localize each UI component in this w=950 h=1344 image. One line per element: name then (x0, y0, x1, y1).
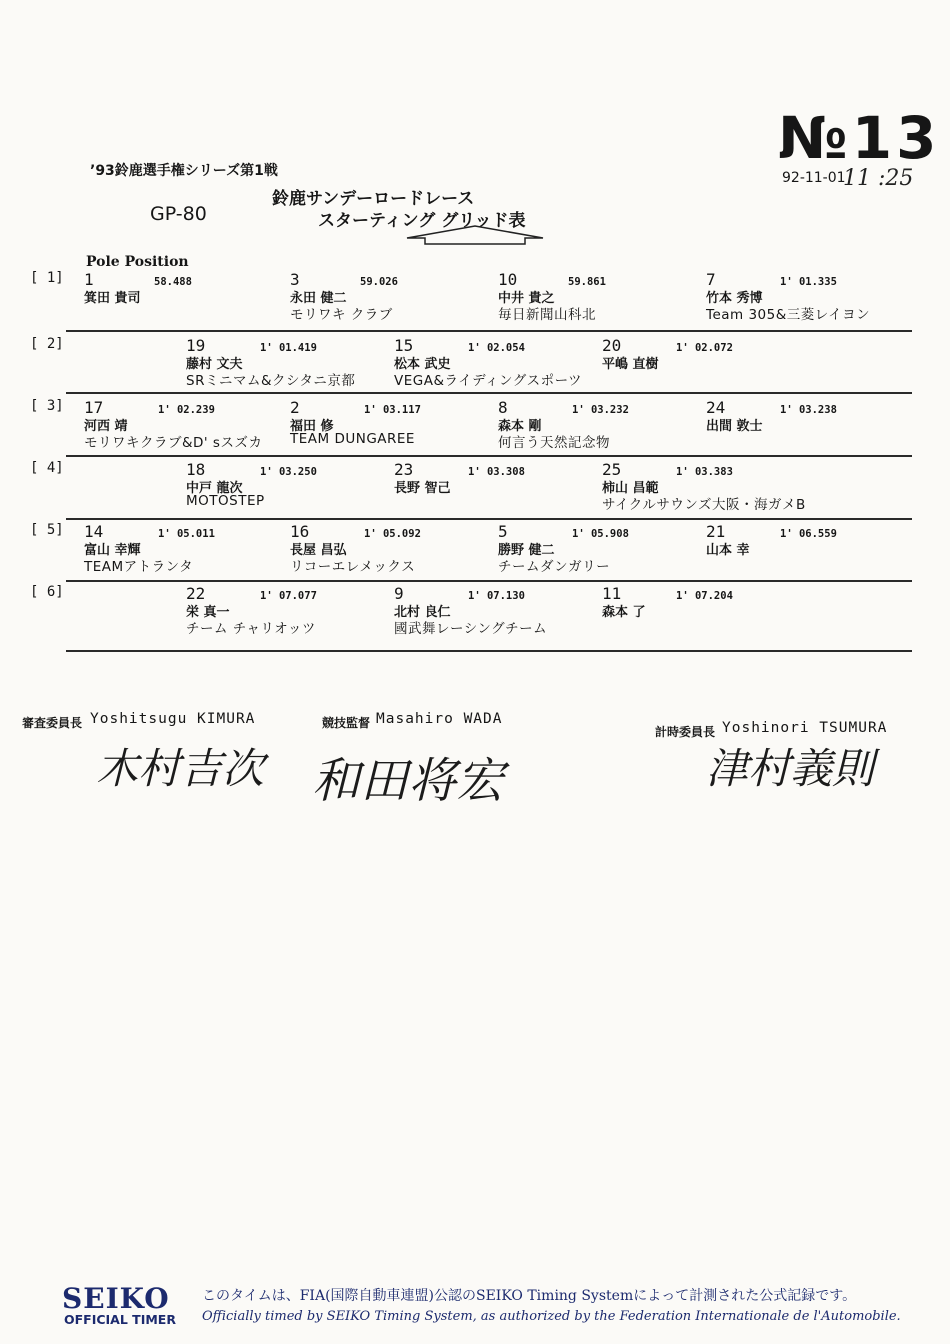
grid-entry (498, 522, 708, 584)
qualifying-time: 1' 03.308 (468, 466, 525, 478)
driver-name: 柿山 昌範 (602, 481, 659, 496)
team-name: モリワキクラブ&D' sスズカ (84, 435, 263, 451)
pole-position-label: Pole Position (86, 254, 189, 270)
driver-name: 松本 武史 (394, 357, 451, 372)
qualifying-time: 59.861 (568, 276, 606, 288)
qualifying-time: 1' 06.559 (780, 528, 837, 540)
car-number: 15 (394, 336, 414, 355)
document-number: №13 (778, 104, 941, 172)
qualifying-time: 1' 02.072 (676, 342, 733, 354)
qualifying-time: 1' 03.250 (260, 466, 317, 478)
car-number: 19 (186, 336, 206, 355)
car-number: 8 (498, 398, 508, 417)
qualifying-time: 59.026 (360, 276, 398, 288)
team-name: 毎日新聞山科北 (498, 307, 596, 323)
qualifying-time: 1' 01.419 (260, 342, 317, 354)
driver-name: 福田 修 (290, 419, 334, 434)
grid-entry (290, 398, 500, 460)
car-number: 14 (84, 522, 104, 541)
qualifying-time: 1' 05.908 (572, 528, 629, 540)
grid-row-label: [ 1] (30, 270, 64, 286)
qualifying-time: 1' 03.232 (572, 404, 629, 416)
driver-name: 北村 良仁 (394, 605, 451, 620)
team-name: SRミニマム&クシタニ京都 (186, 373, 356, 389)
grid-entry (706, 270, 916, 332)
grid-row-label: [ 4] (30, 460, 64, 476)
qualifying-time: 1' 02.054 (468, 342, 525, 354)
grid-entry (186, 460, 396, 522)
event-title: 鈴鹿サンデーロードレース (272, 189, 475, 209)
driver-name: 平嶋 直樹 (602, 357, 659, 372)
driver-name: 中井 貴之 (498, 291, 555, 306)
title-arrow-icon (405, 224, 545, 248)
grid-entry (394, 584, 604, 646)
seiko-logo: SEIKO (62, 1282, 170, 1315)
qualifying-time: 1' 03.383 (676, 466, 733, 478)
grid-entry (706, 398, 916, 460)
car-number: 16 (290, 522, 310, 541)
footer-note-english: Officially timed by SEIKO Timing System, as authorized by the Federation Internationale de l'Automobile. (202, 1309, 901, 1324)
grid-row-label: [ 2] (30, 336, 64, 352)
qualifying-time: 1' 07.130 (468, 590, 525, 602)
official-signature: 和田将宏 (312, 753, 505, 809)
grid-row-label: [ 6] (30, 584, 64, 600)
car-number: 22 (186, 584, 206, 603)
qualifying-time: 1' 03.117 (364, 404, 421, 416)
grid-entry (84, 398, 294, 460)
official-title: 計時委員長 (655, 725, 716, 739)
team-name: VEGA&ライディングスポーツ (394, 373, 583, 389)
grid-title: スターティング グリッド表 (318, 211, 526, 231)
series-title: ’93鈴鹿選手権シリーズ第1戦 (90, 163, 278, 179)
qualifying-time: 1' 05.011 (158, 528, 215, 540)
team-name: MOTOSTEP (186, 493, 265, 509)
team-name: 國武舞レーシングチーム (394, 621, 548, 637)
car-number: 20 (602, 336, 622, 355)
car-number: 1 (84, 270, 94, 289)
driver-name: 長屋 昌弘 (290, 543, 347, 558)
grid-entry (602, 460, 812, 522)
grid-entry (84, 522, 294, 584)
qualifying-time: 1' 03.238 (780, 404, 837, 416)
footer-note-japanese: このタイムは、FIA(国際自動車連盟)公認のSEIKO Timing Systemによって計測された公式記録です。 (202, 1288, 857, 1304)
grid-entry (498, 270, 708, 332)
official-signature: 津村義則 (706, 744, 875, 793)
car-number: 5 (498, 522, 508, 541)
car-number: 24 (706, 398, 726, 417)
driver-name: 山本 幸 (706, 543, 750, 558)
official-name: Masahiro WADA (376, 711, 503, 727)
official-name: Yoshitsugu KIMURA (90, 711, 256, 727)
grid-entry (706, 522, 916, 584)
grid-entry (186, 336, 396, 398)
handwritten-time: 11 :25 (843, 166, 914, 191)
team-name: チーム チャリオッツ (186, 621, 316, 637)
car-number: 21 (706, 522, 726, 541)
grid-entry (602, 336, 812, 398)
grid-row-label: [ 3] (30, 398, 64, 414)
qualifying-time: 1' 07.077 (260, 590, 317, 602)
grid-entry (186, 584, 396, 646)
driver-name: 勝野 健二 (498, 543, 555, 558)
driver-name: 中戸 龍次 (186, 481, 243, 496)
driver-name: 森本 了 (602, 605, 646, 620)
race-class: GP-80 (150, 203, 207, 225)
grid-entry (290, 522, 500, 584)
driver-name: 栄 真一 (186, 605, 230, 620)
grid-entry (84, 270, 294, 332)
driver-name: 河西 靖 (84, 419, 128, 434)
row-divider (66, 650, 912, 652)
car-number: 18 (186, 460, 206, 479)
qualifying-time: 1' 07.204 (676, 590, 733, 602)
team-name: 何言う天然記念物 (498, 435, 610, 451)
document-date: 92-11-01 (782, 170, 846, 186)
car-number: 23 (394, 460, 414, 479)
car-number: 3 (290, 270, 300, 289)
team-name: サイクルサウンズ大阪・海ガメB (602, 497, 806, 513)
car-number: 25 (602, 460, 622, 479)
car-number: 2 (290, 398, 300, 417)
driver-name: 森本 剛 (498, 419, 542, 434)
grid-entry (498, 398, 708, 460)
official-name: Yoshinori TSUMURA (722, 720, 888, 736)
grid-entry (290, 270, 500, 332)
official-signature: 木村吉次 (96, 744, 265, 793)
qualifying-time: 1' 05.092 (364, 528, 421, 540)
driver-name: 箕田 貴司 (84, 291, 141, 306)
qualifying-time: 1' 01.335 (780, 276, 837, 288)
grid-entry (394, 460, 604, 522)
driver-name: 永田 健二 (290, 291, 347, 306)
seiko-official-timer: OFFICIAL TIMER (64, 1312, 176, 1327)
driver-name: 富山 幸輝 (84, 543, 141, 558)
car-number: 11 (602, 584, 622, 603)
team-name: TEAM DUNGAREE (290, 431, 415, 447)
grid-entry (602, 584, 812, 646)
qualifying-time: 58.488 (154, 276, 192, 288)
grid-entry (394, 336, 604, 398)
official-title: 審査委員長 (22, 716, 83, 730)
team-name: モリワキ クラブ (290, 307, 393, 323)
car-number: 9 (394, 584, 404, 603)
driver-name: 藤村 文夫 (186, 357, 243, 372)
team-name: リコーエレメックス (290, 559, 416, 575)
official-title: 競技監督 (322, 716, 371, 730)
car-number: 7 (706, 270, 716, 289)
team-name: Team 305&三菱レイヨン (706, 307, 871, 323)
car-number: 10 (498, 270, 518, 289)
driver-name: 竹本 秀博 (706, 291, 763, 306)
team-name: TEAMアトランタ (84, 559, 194, 575)
driver-name: 長野 智己 (394, 481, 451, 496)
car-number: 17 (84, 398, 104, 417)
qualifying-time: 1' 02.239 (158, 404, 215, 416)
driver-name: 出間 敦士 (706, 419, 763, 434)
team-name: チームダンガリー (498, 559, 611, 575)
grid-row-label: [ 5] (30, 522, 64, 538)
